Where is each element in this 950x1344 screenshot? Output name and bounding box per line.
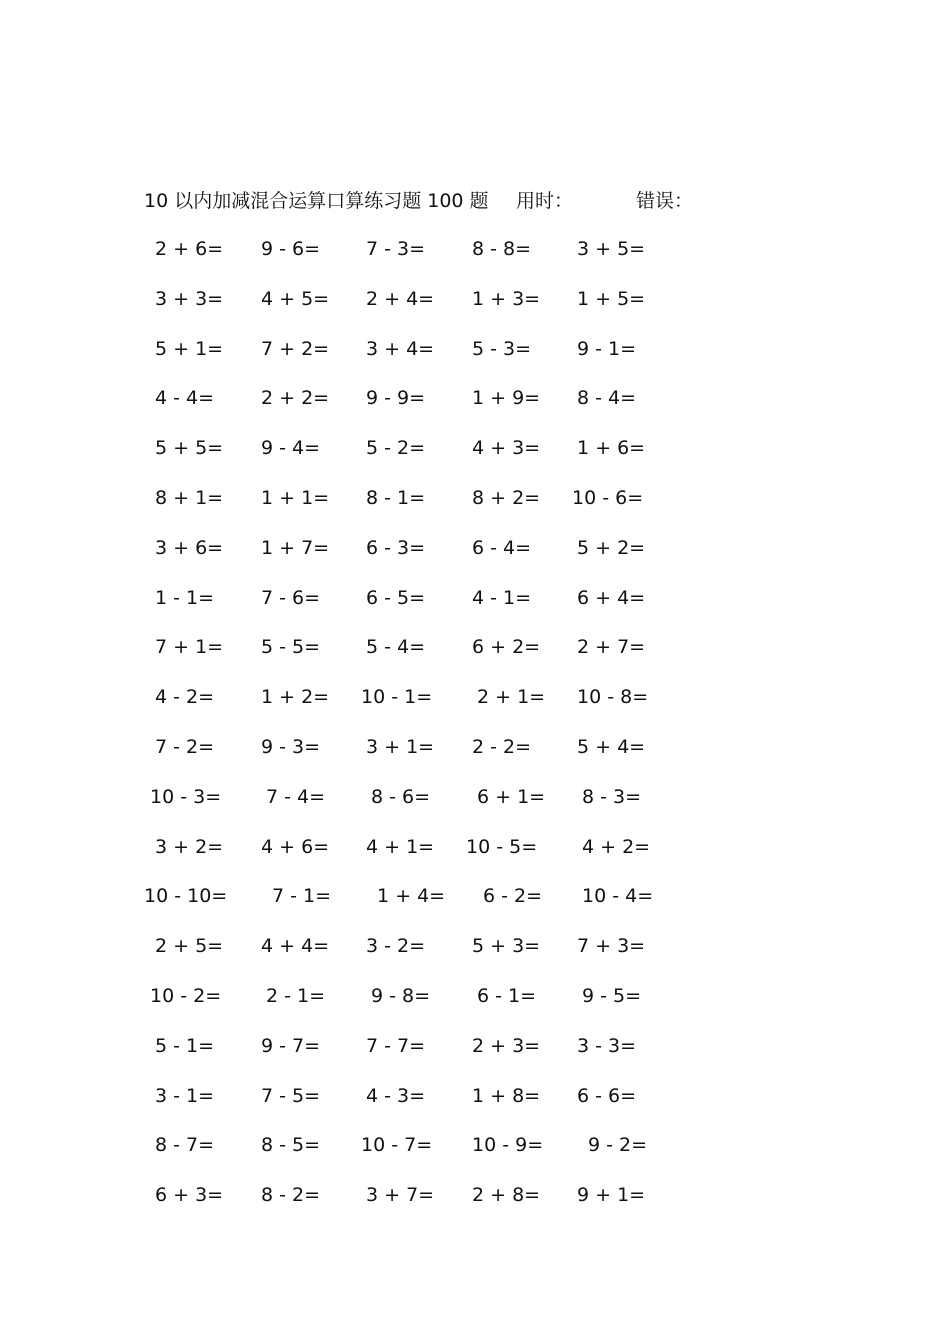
problem-cell: 7 - 2=: [155, 736, 215, 758]
problem-cell: 8 + 1=: [155, 487, 224, 509]
problem-cell: 2 + 7=: [577, 636, 646, 658]
problem-cell: 4 - 3=: [366, 1085, 426, 1107]
problem-cell: 1 + 2=: [261, 686, 330, 708]
problem-cell: 6 + 1=: [477, 786, 546, 808]
problem-cell: 10 - 10=: [144, 885, 228, 907]
problem-cell: 9 - 7=: [261, 1035, 321, 1057]
problem-cell: 3 - 2=: [366, 935, 426, 957]
problem-cell: 5 + 3=: [472, 935, 541, 957]
problem-cell: 9 - 5=: [582, 985, 642, 1007]
problem-cell: 5 + 4=: [577, 736, 646, 758]
problem-cell: 10 - 6=: [572, 487, 644, 509]
problem-cell: 2 - 2=: [472, 736, 532, 758]
problem-cell: 8 - 2=: [261, 1184, 321, 1206]
problem-cell: 6 - 2=: [483, 885, 543, 907]
problem-cell: 6 + 2=: [472, 636, 541, 658]
problem-cell: 10 - 2=: [150, 985, 222, 1007]
problem-cell: 8 - 3=: [582, 786, 642, 808]
problem-cell: 2 + 6=: [155, 238, 224, 260]
problem-cell: 7 - 7=: [366, 1035, 426, 1057]
problem-cell: 3 + 2=: [155, 836, 224, 858]
problem-cell: 8 - 4=: [577, 387, 637, 409]
problem-cell: 8 - 5=: [261, 1134, 321, 1156]
problem-cell: 1 + 5=: [577, 288, 646, 310]
problem-cell: 2 + 4=: [366, 288, 435, 310]
problem-cell: 6 - 1=: [477, 985, 537, 1007]
problem-cell: 5 - 4=: [366, 636, 426, 658]
problem-cell: 3 + 5=: [577, 238, 646, 260]
problem-cell: 10 - 7=: [361, 1134, 433, 1156]
time-used-label: 用时：: [516, 190, 574, 212]
problem-cell: 8 - 8=: [472, 238, 532, 260]
problem-cell: 1 + 6=: [577, 437, 646, 459]
problem-cell: 10 - 5=: [466, 836, 538, 858]
problem-cell: 5 + 5=: [155, 437, 224, 459]
problem-cell: 4 + 4=: [261, 935, 330, 957]
problem-cell: 3 - 1=: [155, 1085, 215, 1107]
problem-cell: 3 + 7=: [366, 1184, 435, 1206]
problem-cell: 1 - 1=: [155, 587, 215, 609]
problem-cell: 8 - 1=: [366, 487, 426, 509]
problem-cell: 7 - 5=: [261, 1085, 321, 1107]
worksheet-title: 10 以内加减混合运算口算练习题 100 题: [144, 190, 489, 212]
problem-cell: 1 + 9=: [472, 387, 541, 409]
problem-cell: 9 - 2=: [588, 1134, 648, 1156]
problem-cell: 5 + 2=: [577, 537, 646, 559]
error-count-label: 错误：: [636, 190, 694, 212]
problem-cell: 6 - 6=: [577, 1085, 637, 1107]
problem-cell: 4 + 1=: [366, 836, 435, 858]
problem-cell: 5 - 2=: [366, 437, 426, 459]
problem-cell: 5 - 1=: [155, 1035, 215, 1057]
problem-cell: 6 + 3=: [155, 1184, 224, 1206]
problem-cell: 2 + 5=: [155, 935, 224, 957]
problem-cell: 6 + 4=: [577, 587, 646, 609]
problem-cell: 2 - 1=: [266, 985, 326, 1007]
problem-cell: 4 + 2=: [582, 836, 651, 858]
problem-cell: 7 + 1=: [155, 636, 224, 658]
problem-cell: 4 - 2=: [155, 686, 215, 708]
problem-cell: 1 + 4=: [377, 885, 446, 907]
problem-cell: 2 + 3=: [472, 1035, 541, 1057]
problem-cell: 5 - 3=: [472, 338, 532, 360]
problem-cell: 1 + 3=: [472, 288, 541, 310]
problem-cell: 5 - 5=: [261, 636, 321, 658]
problem-cell: 10 - 3=: [150, 786, 222, 808]
problem-cell: 7 - 1=: [272, 885, 332, 907]
problem-cell: 1 + 1=: [261, 487, 330, 509]
problem-cell: 10 - 8=: [577, 686, 649, 708]
problem-cell: 9 - 9=: [366, 387, 426, 409]
problem-cell: 6 - 4=: [472, 537, 532, 559]
problem-cell: 2 + 2=: [261, 387, 330, 409]
problem-cell: 10 - 9=: [472, 1134, 544, 1156]
problem-cell: 6 - 3=: [366, 537, 426, 559]
problem-cell: 10 - 1=: [361, 686, 433, 708]
problem-cell: 3 + 4=: [366, 338, 435, 360]
problem-cell: 10 - 4=: [582, 885, 654, 907]
problem-cell: 3 + 6=: [155, 537, 224, 559]
problem-cell: 7 + 3=: [577, 935, 646, 957]
problem-cell: 9 - 4=: [261, 437, 321, 459]
problem-cell: 8 - 7=: [155, 1134, 215, 1156]
problem-cell: 4 + 5=: [261, 288, 330, 310]
problem-cell: 7 + 2=: [261, 338, 330, 360]
problem-cell: 3 + 3=: [155, 288, 224, 310]
problem-cell: 3 + 1=: [366, 736, 435, 758]
problem-cell: 9 - 6=: [261, 238, 321, 260]
problem-cell: 9 - 3=: [261, 736, 321, 758]
problem-cell: 4 - 4=: [155, 387, 215, 409]
problem-cell: 4 - 1=: [472, 587, 532, 609]
problem-cell: 2 + 1=: [477, 686, 546, 708]
problem-cell: 9 - 8=: [371, 985, 431, 1007]
problem-cell: 6 - 5=: [366, 587, 426, 609]
problem-cell: 2 + 8=: [472, 1184, 541, 1206]
problem-cell: 3 - 3=: [577, 1035, 637, 1057]
problem-cell: 1 + 8=: [472, 1085, 541, 1107]
problem-cell: 7 - 6=: [261, 587, 321, 609]
problem-cell: 8 - 6=: [371, 786, 431, 808]
problem-cell: 4 + 3=: [472, 437, 541, 459]
problem-cell: 8 + 2=: [472, 487, 541, 509]
problem-cell: 7 - 4=: [266, 786, 326, 808]
problem-cell: 1 + 7=: [261, 537, 330, 559]
problem-cell: 9 - 1=: [577, 338, 637, 360]
problem-cell: 9 + 1=: [577, 1184, 646, 1206]
problem-cell: 7 - 3=: [366, 238, 426, 260]
problem-cell: 5 + 1=: [155, 338, 224, 360]
problem-cell: 4 + 6=: [261, 836, 330, 858]
